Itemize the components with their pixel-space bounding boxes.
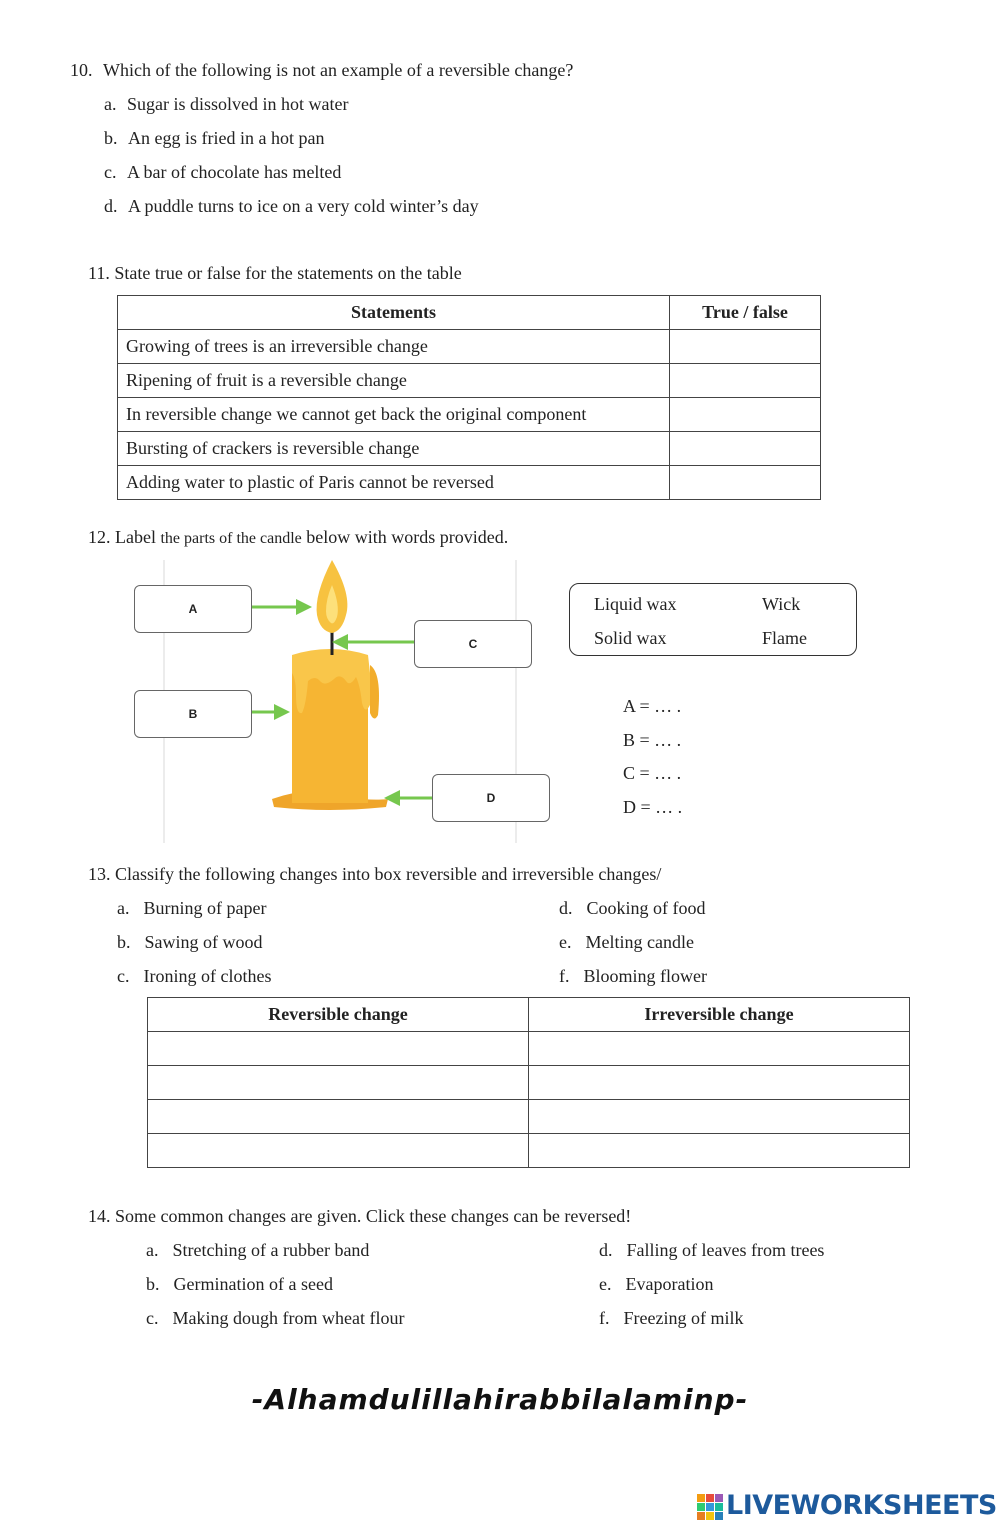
word-solid-wax: Solid wax (594, 628, 667, 648)
label-box-a[interactable]: A (134, 585, 252, 633)
liveworksheets-brand[interactable]: LIVEWORKSHEETS (726, 1490, 997, 1521)
q10-option-a[interactable]: a. Sugar is dissolved in hot water (104, 94, 349, 114)
q11-header-true-false: True / false (670, 296, 821, 330)
answer-c[interactable]: C = … . (623, 763, 682, 783)
q11-table (117, 295, 821, 500)
irreversible-cell[interactable] (529, 1066, 910, 1100)
arrow-b-head (274, 704, 290, 720)
q14-item-a[interactable]: a. Stretching of a rubber band (146, 1240, 370, 1260)
label-box-b[interactable]: B (134, 690, 252, 738)
arrow-a-head (296, 599, 312, 615)
answer-b[interactable]: B = … . (623, 730, 682, 750)
footer-signature: -Alhamdulillahirabbilalaminp- (251, 1383, 749, 1416)
q11-answer-cell[interactable] (670, 398, 821, 432)
candle-illustration (272, 560, 388, 810)
q10-option-d[interactable]: d. A puddle turns to ice on a very cold winter’s day (104, 196, 479, 216)
word-wick: Wick (762, 594, 801, 614)
q14-item-c[interactable]: c. Making dough from wheat flour (146, 1308, 405, 1328)
label-box-c[interactable]: C (414, 620, 532, 668)
answer-a[interactable]: A = … . (623, 696, 682, 716)
answer-d[interactable]: D = … . (623, 797, 683, 817)
irreversible-cell[interactable] (529, 1100, 910, 1134)
arrow-c-head (332, 634, 348, 650)
q11-statement: Adding water to plastic of Paris cannot be reversed (118, 466, 670, 500)
q14-item-f[interactable]: f. Freezing of milk (599, 1308, 744, 1328)
q11-answer-cell[interactable] (670, 364, 821, 398)
q14-question: 14. Some common changes are given. Click these changes can be reversed! (88, 1206, 632, 1226)
liveworksheets-logo-icon (697, 1494, 723, 1525)
q12-question: 12. Label the parts of the candle below with words provided. (88, 527, 509, 547)
q13-question: 13. Classify the following changes into box reversible and irreversible changes/ (88, 864, 662, 884)
q10-question (70, 60, 573, 81)
reversible-cell[interactable] (148, 1066, 529, 1100)
q11-answer-cell[interactable] (670, 432, 821, 466)
q11-statement: Growing of trees is an irreversible change (118, 330, 670, 364)
word-flame: Flame (762, 628, 807, 648)
q11-statement: In reversible change we cannot get back the original component (118, 398, 670, 432)
reversible-cell[interactable] (148, 1134, 529, 1168)
q14-item-d[interactable]: d. Falling of leaves from trees (599, 1240, 825, 1260)
q11-statement: Bursting of crackers is reversible change (118, 432, 670, 466)
q11-header-statements: Statements (118, 296, 670, 330)
q10-option-c[interactable]: c. A bar of chocolate has melted (104, 162, 342, 182)
q10-option-b[interactable]: b. An egg is fried in a hot pan (104, 128, 325, 148)
q13-item-b[interactable]: b. Sawing of wood (117, 932, 263, 952)
q13-item-d[interactable]: d. Cooking of food (559, 898, 706, 918)
reversible-cell[interactable] (148, 1032, 529, 1066)
irreversible-cell[interactable] (529, 1032, 910, 1066)
q13-header-irreversible: Irreversible change (529, 998, 910, 1032)
candle-drip (370, 665, 379, 719)
reversible-cell[interactable] (148, 1100, 529, 1134)
word-liquid-wax: Liquid wax (594, 594, 677, 614)
q11-answer-cell[interactable] (670, 466, 821, 500)
q14-item-b[interactable]: b. Germination of a seed (146, 1274, 333, 1294)
q11-statement: Ripening of fruit is a reversible change (118, 364, 670, 398)
q11-answer-cell[interactable] (670, 330, 821, 364)
q13-item-e[interactable]: e. Melting candle (559, 932, 694, 952)
label-box-d[interactable]: D (432, 774, 550, 822)
q13-item-a[interactable]: a. Burning of paper (117, 898, 267, 918)
q13-item-c[interactable]: c. Ironing of clothes (117, 966, 272, 986)
q13-header-reversible: Reversible change (148, 998, 529, 1032)
q10-number: 10. (70, 60, 93, 80)
q10-text: Which of the following is not an example of a reversible change? (103, 60, 574, 80)
q13-table (147, 997, 910, 1168)
q14-item-e[interactable]: e. Evaporation (599, 1274, 714, 1294)
irreversible-cell[interactable] (529, 1134, 910, 1168)
q11-question: 11. State true or false for the statements on the table (88, 263, 462, 283)
q13-item-f[interactable]: f. Blooming flower (559, 966, 707, 986)
